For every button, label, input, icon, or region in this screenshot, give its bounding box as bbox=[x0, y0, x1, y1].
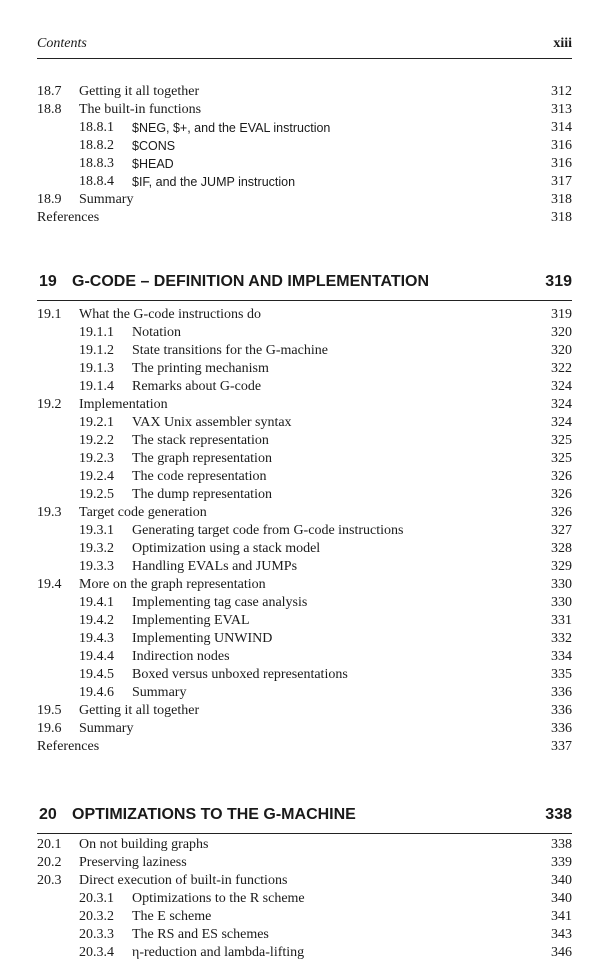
section-title: Summary bbox=[79, 721, 134, 736]
subsection-title: Boxed versus unboxed representations bbox=[132, 667, 348, 682]
subsection-title: Implementing UNWIND bbox=[132, 631, 273, 646]
subsection-page: 320 bbox=[551, 343, 572, 358]
toc-entry-18-8-4 bbox=[37, 173, 572, 191]
toc-entry-19-5 bbox=[37, 702, 572, 720]
subsection-title: The dump representation bbox=[132, 487, 272, 502]
subsection-page: 317 bbox=[551, 174, 572, 189]
subsection-title: $CONS bbox=[132, 139, 176, 153]
subsection-title: The code representation bbox=[132, 469, 267, 484]
subsection-page: 322 bbox=[551, 361, 572, 376]
subsection-title: Implementing tag case analysis bbox=[132, 595, 308, 610]
subsection-page: 324 bbox=[551, 415, 572, 430]
subsection-page: 328 bbox=[551, 541, 572, 556]
subsection-title: Indirection nodes bbox=[132, 649, 230, 664]
toc-entry-18-8-2 bbox=[37, 137, 572, 155]
subsection-number: 19.4.4 bbox=[79, 649, 114, 664]
subsection-page: 329 bbox=[551, 559, 572, 574]
subsection-number: 19.3.2 bbox=[79, 541, 114, 556]
toc-entry-19-3-1 bbox=[37, 522, 572, 540]
subsection-number: 18.8.3 bbox=[79, 156, 114, 171]
toc-entry-19-2 bbox=[37, 396, 572, 414]
section-title: More on the graph representation bbox=[79, 577, 266, 592]
toc-entry-19-3 bbox=[37, 504, 572, 522]
subsection-title: Implementing EVAL bbox=[132, 613, 250, 628]
header-rule bbox=[37, 58, 572, 59]
subsection-title: Remarks about G-code bbox=[132, 379, 262, 394]
subsection-number: 19.4.2 bbox=[79, 613, 114, 628]
subsection-page: 320 bbox=[551, 325, 572, 340]
subsection-number: 19.2.2 bbox=[79, 433, 114, 448]
section-number: 20.1 bbox=[37, 837, 62, 852]
section-number: 19.2 bbox=[37, 397, 62, 412]
subsection-number: 20.3.1 bbox=[79, 891, 114, 906]
toc-entry-19-4 bbox=[37, 576, 572, 594]
subsection-page: 316 bbox=[551, 138, 572, 153]
subsection-page: 316 bbox=[551, 156, 572, 171]
toc-entry-18-references bbox=[37, 209, 572, 227]
toc-entry-20-2 bbox=[37, 854, 572, 872]
section-number: 19.3 bbox=[37, 505, 62, 520]
subsection-title: The E scheme bbox=[132, 909, 212, 924]
subsection-page: 343 bbox=[551, 927, 572, 942]
toc-entry-19-4-2 bbox=[37, 612, 572, 630]
chapter-number: 19 bbox=[39, 273, 57, 290]
section-title: Summary bbox=[79, 192, 134, 207]
subsection-number: 18.8.2 bbox=[79, 138, 114, 153]
chapter-18-entries bbox=[37, 83, 572, 227]
toc-entry-19-1 bbox=[37, 306, 572, 324]
toc-entry-19-3-2 bbox=[37, 540, 572, 558]
toc-entry-18-8-3 bbox=[37, 155, 572, 173]
subsection-page: 331 bbox=[551, 613, 572, 628]
toc-entry-19-1-2 bbox=[37, 342, 572, 360]
section-page: 326 bbox=[551, 505, 572, 520]
subsection-number: 18.8.1 bbox=[79, 120, 114, 135]
chapter-number: 20 bbox=[39, 806, 57, 823]
chapter-title: OPTIMIZATIONS TO THE G-MACHINE bbox=[72, 806, 356, 823]
toc-entry-19-1-1 bbox=[37, 324, 572, 342]
section-title: Target code generation bbox=[79, 505, 207, 520]
toc-entry-19-4-4 bbox=[37, 648, 572, 666]
subsection-title: The graph representation bbox=[132, 451, 272, 466]
chapter-20-heading bbox=[37, 800, 572, 834]
section-number: 19.4 bbox=[37, 577, 62, 592]
toc-entry-20-3 bbox=[37, 872, 572, 890]
section-number: 18.8 bbox=[37, 102, 62, 117]
subsection-number: 19.1.4 bbox=[79, 379, 114, 394]
section-number: 19.6 bbox=[37, 721, 62, 736]
references-title: References bbox=[37, 739, 100, 754]
section-title: Getting it all together bbox=[79, 703, 200, 718]
subsection-page: 340 bbox=[551, 891, 572, 906]
chapter-19-heading bbox=[37, 267, 572, 301]
subsection-title: The printing mechanism bbox=[132, 361, 269, 376]
subsection-page: 326 bbox=[551, 469, 572, 484]
toc-entry-19-2-4 bbox=[37, 468, 572, 486]
subsection-title: Notation bbox=[132, 325, 181, 340]
references-page: 318 bbox=[551, 210, 572, 225]
subsection-number: 19.4.3 bbox=[79, 631, 114, 646]
subsection-number: 19.1.3 bbox=[79, 361, 114, 376]
subsection-page: 330 bbox=[551, 595, 572, 610]
subsection-number: 19.3.1 bbox=[79, 523, 114, 538]
subsection-page: 325 bbox=[551, 451, 572, 466]
subsection-page: 314 bbox=[551, 120, 572, 135]
section-page: 330 bbox=[551, 577, 572, 592]
subsection-number: 19.4.5 bbox=[79, 667, 114, 682]
toc-entry-18-9 bbox=[37, 191, 572, 209]
section-page: 339 bbox=[551, 855, 572, 870]
section-title: Preserving laziness bbox=[79, 855, 187, 870]
toc-entry-19-4-1 bbox=[37, 594, 572, 612]
subsection-title: $HEAD bbox=[132, 157, 174, 171]
section-number: 19.1 bbox=[37, 307, 62, 322]
subsection-page: 332 bbox=[551, 631, 572, 646]
subsection-number: 19.4.6 bbox=[79, 685, 114, 700]
subsection-title: State transitions for the G-machine bbox=[132, 343, 328, 358]
subsection-number: 19.1.1 bbox=[79, 325, 114, 340]
subsection-title: Optimizations to the R scheme bbox=[132, 891, 305, 906]
subsection-page: 326 bbox=[551, 487, 572, 502]
section-page: 336 bbox=[551, 721, 572, 736]
section-number: 20.3 bbox=[37, 873, 62, 888]
subsection-number: 19.2.4 bbox=[79, 469, 114, 484]
section-page: 319 bbox=[551, 307, 572, 322]
toc-entry-19-6 bbox=[37, 720, 572, 738]
subsection-title: The RS and ES schemes bbox=[132, 927, 269, 942]
subsection-title: Summary bbox=[132, 685, 187, 700]
section-title: Implementation bbox=[79, 397, 168, 412]
section-title: Getting it all together bbox=[79, 84, 200, 99]
section-page: 318 bbox=[551, 192, 572, 207]
toc-entry-19-3-3 bbox=[37, 558, 572, 576]
section-page: 312 bbox=[551, 84, 572, 99]
subsection-number: 19.2.3 bbox=[79, 451, 114, 466]
subsection-page: 336 bbox=[551, 685, 572, 700]
toc-entry-19-1-3 bbox=[37, 360, 572, 378]
section-page: 338 bbox=[551, 837, 572, 852]
subsection-page: 334 bbox=[551, 649, 572, 664]
chapter-rule bbox=[37, 300, 572, 301]
section-number: 19.5 bbox=[37, 703, 62, 718]
section-number: 18.7 bbox=[37, 84, 62, 99]
chapter-rule bbox=[37, 833, 572, 834]
subsection-title: VAX Unix assembler syntax bbox=[132, 415, 292, 430]
page-number: xiii bbox=[553, 36, 572, 51]
toc-entry-19-2-3 bbox=[37, 450, 572, 468]
toc-entry-18-8-1 bbox=[37, 119, 572, 137]
subsection-number: 19.2.1 bbox=[79, 415, 114, 430]
subsection-page: 341 bbox=[551, 909, 572, 924]
subsection-number: 20.3.3 bbox=[79, 927, 114, 942]
subsection-title: $NEG, $+, and the EVAL instruction bbox=[132, 121, 331, 135]
chapter-page: 338 bbox=[545, 806, 572, 823]
toc-entry-19-4-6 bbox=[37, 684, 572, 702]
section-page: 313 bbox=[551, 102, 572, 117]
chapter-19-entries bbox=[37, 306, 572, 756]
section-title: The built-in functions bbox=[79, 102, 202, 117]
toc-entry-19-1-4 bbox=[37, 378, 572, 396]
subsection-page: 327 bbox=[551, 523, 572, 538]
chapter-20-entries bbox=[37, 836, 572, 962]
chapter-page: 319 bbox=[545, 273, 572, 290]
toc-entry-20-3-4 bbox=[37, 944, 572, 962]
subsection-page: 325 bbox=[551, 433, 572, 448]
subsection-title: η-reduction and lambda-lifting bbox=[132, 945, 305, 960]
subsection-page: 346 bbox=[551, 945, 572, 960]
toc-entry-19-references bbox=[37, 738, 572, 756]
running-head-title: Contents bbox=[37, 36, 87, 51]
running-head bbox=[37, 36, 572, 56]
section-title: Direct execution of built-in functions bbox=[79, 873, 288, 888]
section-page: 340 bbox=[551, 873, 572, 888]
subsection-number: 19.4.1 bbox=[79, 595, 114, 610]
section-title: What the G-code instructions do bbox=[79, 307, 261, 322]
toc-entry-20-1 bbox=[37, 836, 572, 854]
toc-entry-19-2-5 bbox=[37, 486, 572, 504]
chapter-title: G-CODE – DEFINITION AND IMPLEMENTATION bbox=[72, 273, 430, 290]
subsection-number: 19.3.3 bbox=[79, 559, 114, 574]
section-number: 20.2 bbox=[37, 855, 62, 870]
subsection-number: 18.8.4 bbox=[79, 174, 114, 189]
subsection-number: 20.3.4 bbox=[79, 945, 114, 960]
subsection-page: 335 bbox=[551, 667, 572, 682]
subsection-number: 19.2.5 bbox=[79, 487, 114, 502]
subsection-page: 324 bbox=[551, 379, 572, 394]
toc-entry-19-4-5 bbox=[37, 666, 572, 684]
subsection-title: Optimization using a stack model bbox=[132, 541, 321, 556]
toc-entry-18-8 bbox=[37, 101, 572, 119]
subsection-title: Generating target code from G-code instructions bbox=[132, 523, 404, 538]
toc-entry-20-3-2 bbox=[37, 908, 572, 926]
section-page: 324 bbox=[551, 397, 572, 412]
toc-entry-20-3-3 bbox=[37, 926, 572, 944]
toc-entry-19-4-3 bbox=[37, 630, 572, 648]
references-title: References bbox=[37, 210, 100, 225]
toc-entry-19-2-2 bbox=[37, 432, 572, 450]
toc-entry-18-7 bbox=[37, 83, 572, 101]
subsection-number: 20.3.2 bbox=[79, 909, 114, 924]
subsection-title: The stack representation bbox=[132, 433, 269, 448]
subsection-title: Handling EVALs and JUMPs bbox=[132, 559, 298, 574]
references-page: 337 bbox=[551, 739, 572, 754]
subsection-number: 19.1.2 bbox=[79, 343, 114, 358]
toc-entry-20-3-1 bbox=[37, 890, 572, 908]
section-number: 18.9 bbox=[37, 192, 62, 207]
section-title: On not building graphs bbox=[79, 837, 209, 852]
section-page: 336 bbox=[551, 703, 572, 718]
toc-entry-19-2-1 bbox=[37, 414, 572, 432]
subsection-title: $IF, and the JUMP instruction bbox=[132, 175, 296, 189]
